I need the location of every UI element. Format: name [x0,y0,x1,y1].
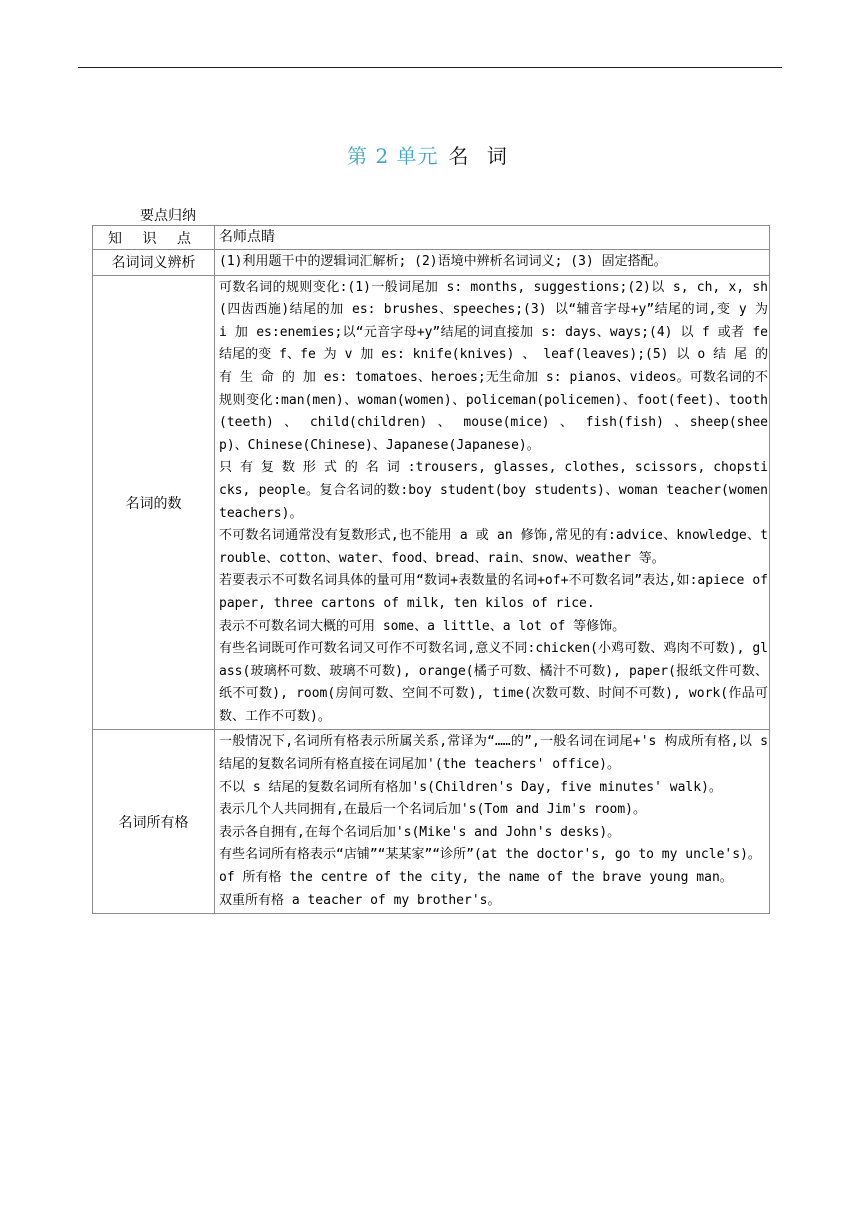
header-knowledge-point: 知 识 点 [93,226,215,250]
summary-table [92,225,770,914]
note-paragraph: 一般情况下,名词所有格表示所属关系,常译为“……的”,一般名词在词尾+'s 构成所有格,以 s 结尾的复数名词所有格直接在词尾加'(the teachers' office)。 [219,734,768,773]
note-paragraph: 表示不可数名词大概的可用 some、a little、a lot of 等修饰。 [219,618,626,634]
note-paragraph: 不可数名词通常没有复数形式,也不能用 a 或 an 修饰,常见的有:advice、knowledge、trouble、cotton、water、food、bread、rain、snow、weather 等。 [219,528,768,566]
note-paragraph: 有些名词所有格表示“店铺”“某某家”“诊所”(at the doctor's, go to my uncle's)。 [219,847,761,863]
row-notes [215,250,770,276]
note-paragraph: 不以 s 结尾的复数名词所有格加's(Children's Day, five minutes' walk)。 [219,779,722,795]
row-topic: 名词词义辨析 [93,250,215,276]
header-teacher-notes: 名师点睛 [215,226,770,250]
table-header-row [93,226,770,250]
note-paragraph: 双重所有格 a teacher of my brother's。 [219,892,501,908]
page-title [0,140,860,169]
topic-label: 名 词 [448,144,513,168]
note-paragraph: of 所有格 the centre of the city, the name of the brave young man。 [219,870,733,886]
table-row [93,275,770,730]
note-paragraph: 表示各自拥有,在每个名词后加's(Mike's and John's desks)。 [219,824,621,840]
table-row [93,730,770,914]
row-notes [215,730,770,914]
unit-label: 第 2 单元 [347,144,439,168]
section-label: 要点归纳 [140,208,196,224]
row-notes [215,275,770,730]
row-topic: 名词的数 [93,275,215,730]
note-paragraph: 若要表示不可数名词具体的量可用“数词+表数量的名词+of+不可数名词”表达,如:apiece of paper, three cartons of milk, ten kilos of rice. [219,573,768,611]
row-topic: 名词所有格 [93,730,215,914]
note-paragraph: 只 有 复 数 形 式 的 名 词 :trousers, glasses, clothes, scissors, chopsticks, people。复合名词的数:boy student(boy students)、woman teacher(women teachers)。 [219,460,768,521]
header-rule [78,67,782,68]
note-paragraph: 有些名词既可作可数名词又可作不可数名词,意义不同:chicken(小鸡可数、鸡肉不可数), glass(玻璃杯可数、玻璃不可数), orange(橘子可数、橘汁不可数), paper(报纸文件可数、纸不可数), room(房间可数、空间不可数), time(次数可数、时间不可数), work(作品可数、工作不可数)。 [219,641,768,724]
table-row [93,250,770,276]
note-paragraph: 表示几个人共同拥有,在最后一个名词后加's(Tom and Jim's room)。 [219,802,647,818]
note-paragraph: (1)利用题干中的逻辑词汇解析; (2)语境中辨析名词词义; (3) 固定搭配。 [219,254,667,269]
note-paragraph: 可数名词的规则变化:(1)一般词尾加 s: months, suggestions;(2)以 s, ch, x, sh(四齿西施)结尾的加 es: brushes、speeches;(3) 以“辅音字母+y”结尾的词,变 y 为 i 加 es:enemies;以“元音字母+y”结尾的词直接加 s: days、ways;(4) 以 f 或者 fe 结尾的变 f、fe 为 v 加 es: knife(knives) 、 leaf(leaves);(5) 以 o 结 尾 的 有 生 命 的 加 es: tomatoes、heroes;无生命加 s: pianos、videos。可数名词的不规则变化:man(men)、woman(women)、policeman(policemen)、foot(feet)、tooth(teeth) 、 child(children) 、 mouse(mice) 、 fish(fish) 、sheep(sheep)、Chinese(Chinese)、Japanese(Japanese)。 [219,279,768,453]
